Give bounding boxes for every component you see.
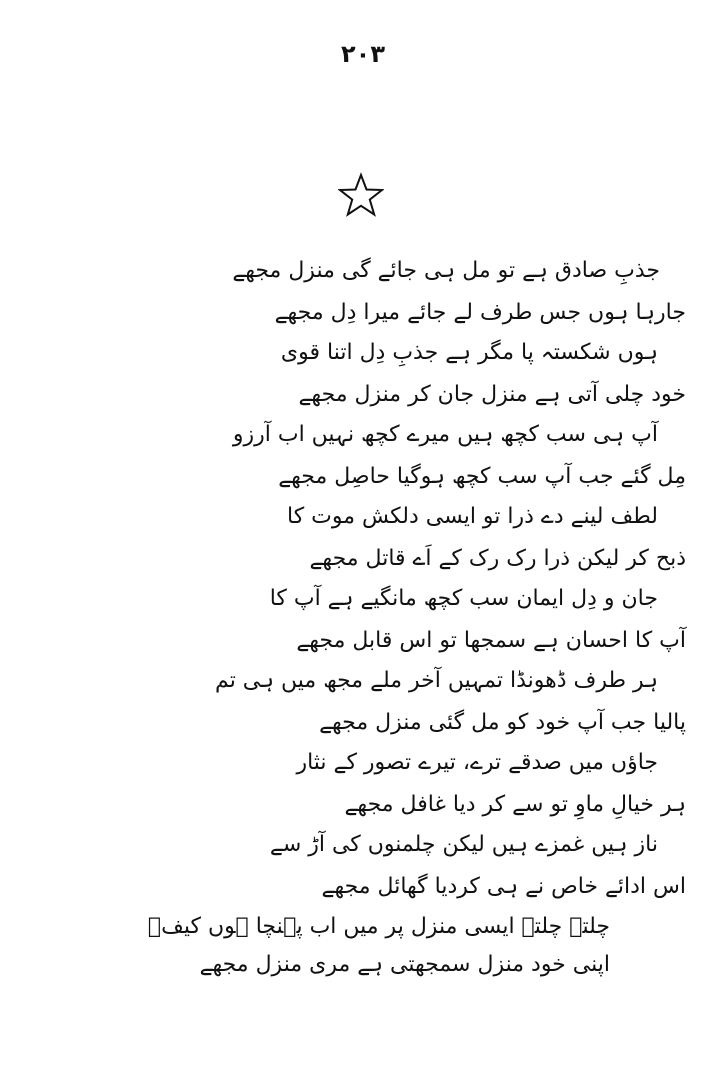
poem-line: پالیا جب آپ خود کو مل گئی منزل مجھے <box>319 710 686 735</box>
poem-line: جان و دِل ایمان سب کچھ مانگیے ہے آپ کا <box>269 586 658 611</box>
poem-line: لطف لینے دے ذرا تو ایسی دلکش موت کا <box>287 504 658 529</box>
poem-line: آپ کا احسان ہے سمجھا تو اس قابل مجھے <box>296 628 686 653</box>
poem-line: جاؤں میں صدقے ترے، تیرے تصور کے نثار <box>296 750 658 775</box>
poem-line: خود چلی آتی ہے منزل جان کر منزل مجھے <box>298 382 686 407</box>
poem-line: آپ ہی سب کچھ ہیں میرے کچھ نہیں اب آرزو <box>232 422 658 447</box>
page-number: ۲۰۳ <box>341 40 385 68</box>
poem-line: ہر طرف ڈھونڈا تمہیں آخر ملے مجھ میں ہی تم <box>215 668 658 693</box>
poem-line: ہر خیالِ ماوِ تو سے کر دیا غافل مجھے <box>344 792 686 817</box>
poem-line: ذبح کر لیکن ذرا رک رک کے اَے قاتل مجھے <box>309 546 686 571</box>
poem-line: جارہا ہوں جس طرف لے جائے میرا دِل مجھے <box>274 300 686 325</box>
poem-line: چلتے چلتے ایسی منزل پر میں اب پہنچا ہوں کیفؔ <box>147 914 610 939</box>
poem-line: ہوں شکستہ پا مگر ہے جذبِ دِل اتنا قوی <box>280 340 658 365</box>
poem-line: اپنی خود منزل سمجھتی ہے مری منزل مجھے <box>199 952 610 977</box>
poem-line: مِل گئے جب آپ سب کچھ ہوگیا حاصِل مجھے <box>278 464 686 489</box>
star-outline-icon <box>338 172 384 218</box>
poem-line: جذبِ صادق ہے تو مل ہی جائے گی منزل مجھے <box>232 258 660 283</box>
poem-line: ناز ہیں غمزے ہیں لیکن چلمنوں کی آڑ سے <box>269 832 658 857</box>
poem-line: اس ادائے خاص نے ہی کردیا گھائل مجھے <box>321 874 686 899</box>
